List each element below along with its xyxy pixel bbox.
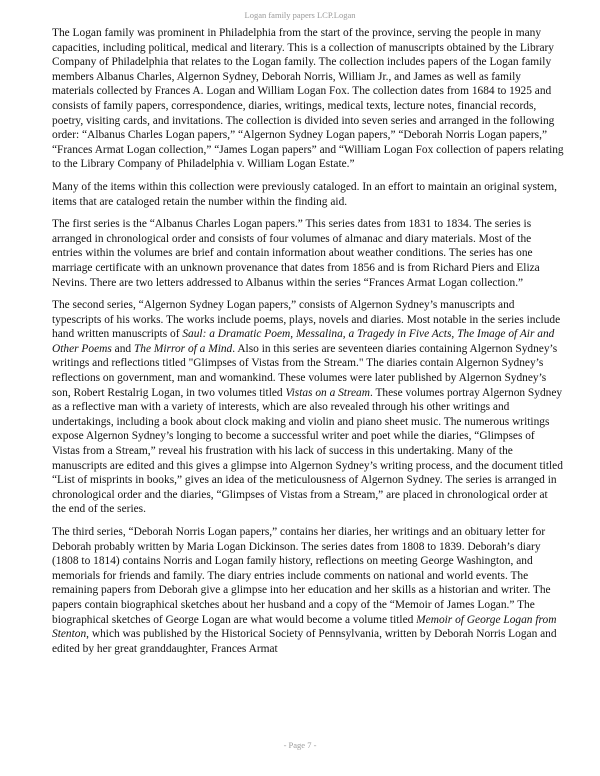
running-header: Logan family papers LCP.Logan bbox=[244, 10, 356, 20]
text-run: and bbox=[111, 342, 134, 355]
text-run: . These volumes portray Algernon Sydney as a reflective man with a variety of interests, which are also revealed through his other writings and undertakings, including a book about clock making and violin and piano sheet music. The numerous writings expose Algernon Sydney’s longing to become a successful writer and poet while the diaries, “Glimpses of Vistas from a Stream,” reveal his frustration with his lack of success in this undertaking. Many of the manuscripts are edited and this gives a glimpse into Algernon Sydney’s writing process, and the document titled “List of misprints in books,” gives an idea of the meticulousness of Algernon Sydney. The series is arranged in chronological order and the diaries, “Glimpses of Vistas from a Stream,” are placed in chronological order at the end of the series. bbox=[52, 386, 563, 516]
title-saul: Saul: a Dramatic Poem bbox=[182, 328, 291, 341]
title-image-of-air: The Image of Air and Other Poems bbox=[52, 328, 555, 355]
text-run: , which was published by the Historical Society of Pennsylvania, written by Deborah Norris Logan and edited by her great granddaughter, Frances Armat bbox=[52, 628, 557, 655]
paragraph-first-series: The first series is the “Albanus Charles Logan papers.” This series dates from 1831 to 1834. The series is arranged in chronological order and consists of four volumes of almanac and diary materials. Most of the entries within the volumes are brief and contain information about weather conditions. The series has one marriage certificate with an unknown provenance that dates from 1856 and is from Richard Piers and Eliza Nevins. There are two letters addressed to Albanus within the series “Frances Armat Logan collection.” bbox=[52, 218, 540, 289]
title-messalina: Messalina, a Tragedy in Five Acts bbox=[295, 328, 452, 341]
text-run: The third series, “Deborah Norris Logan papers,” contains her diaries, her writings and an obituary letter for Deborah probably written by Maria Logan Dickinson. The series dates from 1808 to 1839. Deborah’s diary (1808 to 1814) contains Norris and Logan family history, reflections on meeting George Washington, and memorials for friends and family. The diary entries include comments on national and world events. The remaining papers from Deborah give a glimpse into her education and her skills as a historian and writer. The papers contain biographical sketches about her husband and a copy of the “Memoir of James Logan.” The biographical sketches of George Logan are what would become a volume titled bbox=[52, 526, 551, 626]
page-number: - Page 7 - bbox=[283, 740, 317, 750]
text-run: . Also in this series are seventeen diaries containing Algernon Sydney’s writings and reflections titled "Glimpses of Vistas from the Stream." The diaries contain Algernon Sydney’s reflections on government, man and womankind. These volumes were later published by Algernon Sydney’s son, Robert Restalrig Logan, in two volumes titled bbox=[52, 342, 558, 399]
paragraph-third-series bbox=[52, 525, 564, 656]
text-run: The second series, “Algernon Sydney Logan papers,” consists of Algernon Sydney’s manuscripts and typescripts of his works. The works include poems, plays, novels and diaries. Most notable in the series include hand written manuscripts of bbox=[52, 299, 561, 341]
text-run: , bbox=[451, 328, 458, 341]
title-vistas-on-a-stream: Vistas on a Stream bbox=[285, 386, 370, 399]
document-body bbox=[52, 26, 564, 664]
title-memoir-of-george-logan: Memoir of George Logan from Stenton bbox=[52, 613, 557, 641]
paragraph-second-series bbox=[52, 298, 564, 517]
text-run: , bbox=[290, 328, 296, 341]
paragraph-cataloging: Many of the items within this collection were previously cataloged. In an effort to maintain an original system, items that are cataloged retain the number within the finding aid. bbox=[52, 180, 557, 208]
paragraph-intro: The Logan family was prominent in Philadelphia from the start of the province, serving the people in many capacities, including political, medical and literary. This is a collection of manuscripts obtained by the Library Company of Philadelphia that relates to the Logan family. The collection includes papers of the Logan family members Albanus Charles, Algernon Sydney, Deborah Norris, William Jr., and James as well as family materials collected by Frances A. Logan and William Logan Fox. The collection dates from 1684 to 1925 and consists of family papers, correspondence, diaries, writings, medical texts, lecture notes, financial records, poetry, visiting cards, and invitations. The collection is divided into seven series and arranged in the following order: “Albanus Charles Logan papers,” “Algernon Sydney Logan papers,” “Deborah Norris Logan papers,” “Frances Armat Logan collection,” “James Logan papers” and “William Logan Fox collection of papers relating to the Library Company of Philadelphia v. William Logan Estate.” bbox=[52, 27, 564, 171]
title-mirror-of-a-mind: The Mirror of a Mind bbox=[133, 342, 233, 355]
